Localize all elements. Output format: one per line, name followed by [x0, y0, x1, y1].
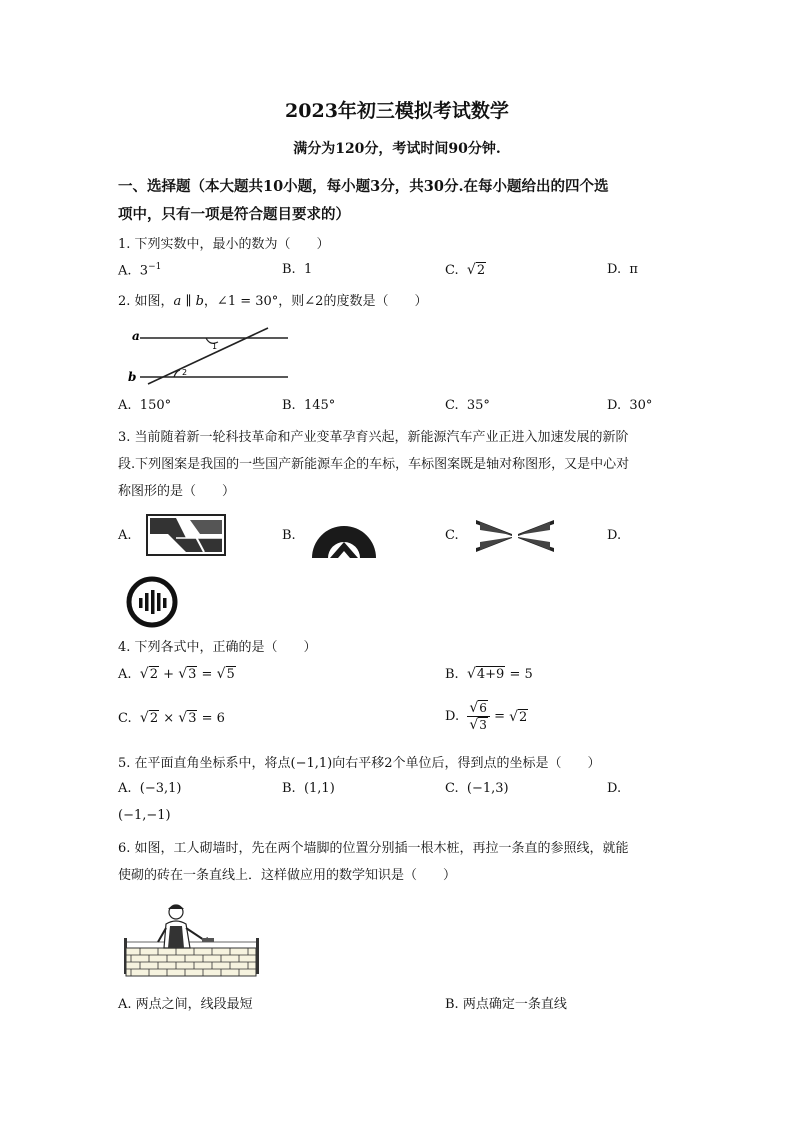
q4-c-label: C.: [118, 711, 132, 726]
q3-a-label: A.: [118, 528, 132, 543]
q5-b-label: B.: [282, 781, 296, 796]
q1-b-label: B.: [282, 262, 296, 277]
q2-fig-angle-2: 2: [182, 368, 188, 377]
q4-c-result: = 6: [201, 711, 225, 726]
q4-option-d: [445, 700, 528, 733]
q4-b-radicand: 4+9: [476, 667, 505, 682]
q1-stem: 1. 下列实数中，最小的数为（ ）: [118, 237, 330, 252]
q3-b-label: B.: [282, 528, 296, 543]
q3-stem-line2: 段.下列图案是我国的一些国产新能源车企的车标，车标图案既是轴对称图形，又是中心对: [118, 457, 630, 472]
q4-option-c: [118, 710, 225, 726]
q5-c-label: C.: [445, 781, 459, 796]
q2-stem-pre: 2. 如图，: [118, 294, 174, 309]
q4-option-b: [445, 666, 533, 682]
q1-a-base: 3: [139, 263, 149, 279]
q6-a-label: A.: [118, 997, 132, 1012]
q5-option-c: [445, 781, 509, 796]
q2-stem: [118, 290, 427, 309]
q1-d-text: π: [629, 262, 638, 277]
page-title: 2023年初三模拟考试数学: [285, 100, 509, 122]
q4-d-radical: √2: [509, 708, 528, 725]
q1-option-d: [607, 262, 638, 277]
q4-c-radical-2: √3: [178, 710, 197, 726]
q4-a-radical-3: √5: [216, 666, 235, 682]
q6-b-label: B.: [445, 997, 459, 1012]
q2-c-text: 35°: [466, 398, 490, 413]
q4-b-label: B.: [445, 667, 459, 682]
q4-d-denominator: 3: [479, 718, 487, 732]
q2-stem-a: a: [173, 294, 182, 309]
q3-stem-line3: 称图形的是（ ）: [118, 484, 236, 499]
q4-d-radicand: 2: [519, 709, 528, 725]
q5-stem: 5. 在平面直角坐标系中，将点(−1,1)向右平移2个单位后，得到点的坐标是（ ）: [118, 756, 601, 771]
q6-b-text: 两点确定一条直线: [462, 997, 567, 1012]
q4-a-radicand-3: 5: [226, 667, 235, 682]
q5-c-text: (−1,3): [466, 781, 509, 796]
q4-d-fraction: $\frac{√6}{√3}$: [467, 700, 490, 733]
exam-info: 满分为120分，考试时间90分钟.: [293, 141, 501, 157]
q5-b-text: (1,1): [303, 781, 335, 796]
q2-b-text: 145°: [303, 398, 336, 413]
q4-c-radical-1: √2: [139, 710, 159, 726]
q3-d-label: D.: [607, 528, 622, 543]
q1-a-exp: −1: [148, 262, 162, 272]
q2-fig-label-a: a: [132, 329, 140, 343]
q4-stem: 4. 下列各式中，正确的是（ ）: [118, 640, 317, 655]
q2-parallel-lines-figure: [118, 320, 293, 390]
q4-d-label: D.: [445, 709, 460, 724]
q4-a-radicand-2: 3: [188, 667, 197, 682]
q1-option-b: [282, 262, 312, 277]
q2-a-text: 150°: [139, 398, 172, 413]
q4-a-label: A.: [118, 667, 132, 682]
q2-d-text: 30°: [629, 398, 653, 413]
q4-a-radical-2: √3: [178, 666, 197, 682]
q4-c-radicand-1: 2: [149, 711, 159, 726]
q6-option-b: [445, 993, 567, 1012]
q4-a-equals: =: [201, 667, 213, 682]
q5-option-a: [118, 781, 182, 796]
q4-a-radical-1: √2: [139, 666, 158, 682]
q4-c-times: ×: [163, 711, 175, 726]
q2-option-d: [607, 398, 652, 413]
q4-a-plus: +: [163, 667, 175, 682]
section-heading-line1: 一、选择题（本大题共10小题，每小题3分，共30分.在每小题给出的四个选: [118, 178, 609, 195]
q4-c-radicand-2: 3: [188, 711, 197, 726]
q3-stem-line1: 3. 当前随着新一轮科技革命和产业变革孕育兴起，新能源汽车产业正进入加速发展的新阶: [118, 430, 629, 445]
q2-b-label: B.: [282, 398, 296, 413]
q4-option-a: [118, 666, 236, 682]
q2-fig-angle-1: 1: [212, 342, 218, 351]
q1-d-label: D.: [607, 262, 622, 277]
q3-logo-d: [126, 576, 178, 628]
q3-logo-c: [474, 516, 556, 556]
q4-d-equals: =: [494, 709, 505, 724]
q3-c-label: C.: [445, 528, 459, 543]
q3-logo-b: [310, 512, 378, 564]
q3-logo-a: [146, 514, 226, 556]
q6-option-a: [118, 993, 253, 1012]
q5-option-b: [282, 781, 335, 796]
q1-b-text: 1: [303, 262, 313, 277]
q4-b-result: = 5: [509, 667, 533, 682]
q6-brick-wall-figure: [122, 902, 264, 978]
q1-c-radicand: 2: [476, 263, 486, 278]
q5-a-text: (−3,1): [139, 781, 182, 796]
q2-stem-b: b: [195, 294, 204, 309]
q2-option-c: [445, 398, 490, 413]
q1-option-c: [445, 262, 486, 278]
q2-stem-rest: ，∠1 = 30°，则∠2的度数是（ ）: [203, 294, 428, 309]
q1-c-radical: √2: [466, 262, 486, 278]
q2-d-label: D.: [607, 398, 622, 413]
q1-a-label: A.: [118, 263, 132, 279]
q6-stem-line1: 6. 如图，工人砌墙时，先在两个墙脚的位置分别插一根木桩，再拉一条直的参照线，就能: [118, 841, 629, 856]
q2-stem-parallel: ∥: [181, 294, 196, 309]
q2-c-label: C.: [445, 398, 459, 413]
q6-a-text: 两点之间，线段最短: [135, 997, 253, 1012]
q1-c-label: C.: [445, 263, 459, 278]
q4-d-numerator: 6: [479, 701, 487, 715]
q1-option-a: [118, 262, 161, 278]
q5-a-label: A.: [118, 781, 132, 796]
q5-d-text: (−1,−1): [118, 808, 171, 823]
q4-b-radical: √4+9: [466, 666, 505, 682]
q2-option-a: [118, 398, 171, 413]
q6-stem-line2: 使砌的砖在一条直线上．这样做应用的数学知识是（ ）: [118, 868, 457, 883]
q5-d-label: D.: [607, 781, 622, 796]
q2-a-label: A.: [118, 398, 132, 413]
q2-option-b: [282, 398, 335, 413]
q4-a-radicand-1: 2: [149, 667, 158, 682]
section-heading-line2: 项中，只有一项是符合题目要求的）: [118, 206, 350, 223]
q2-fig-label-b: b: [128, 370, 137, 384]
